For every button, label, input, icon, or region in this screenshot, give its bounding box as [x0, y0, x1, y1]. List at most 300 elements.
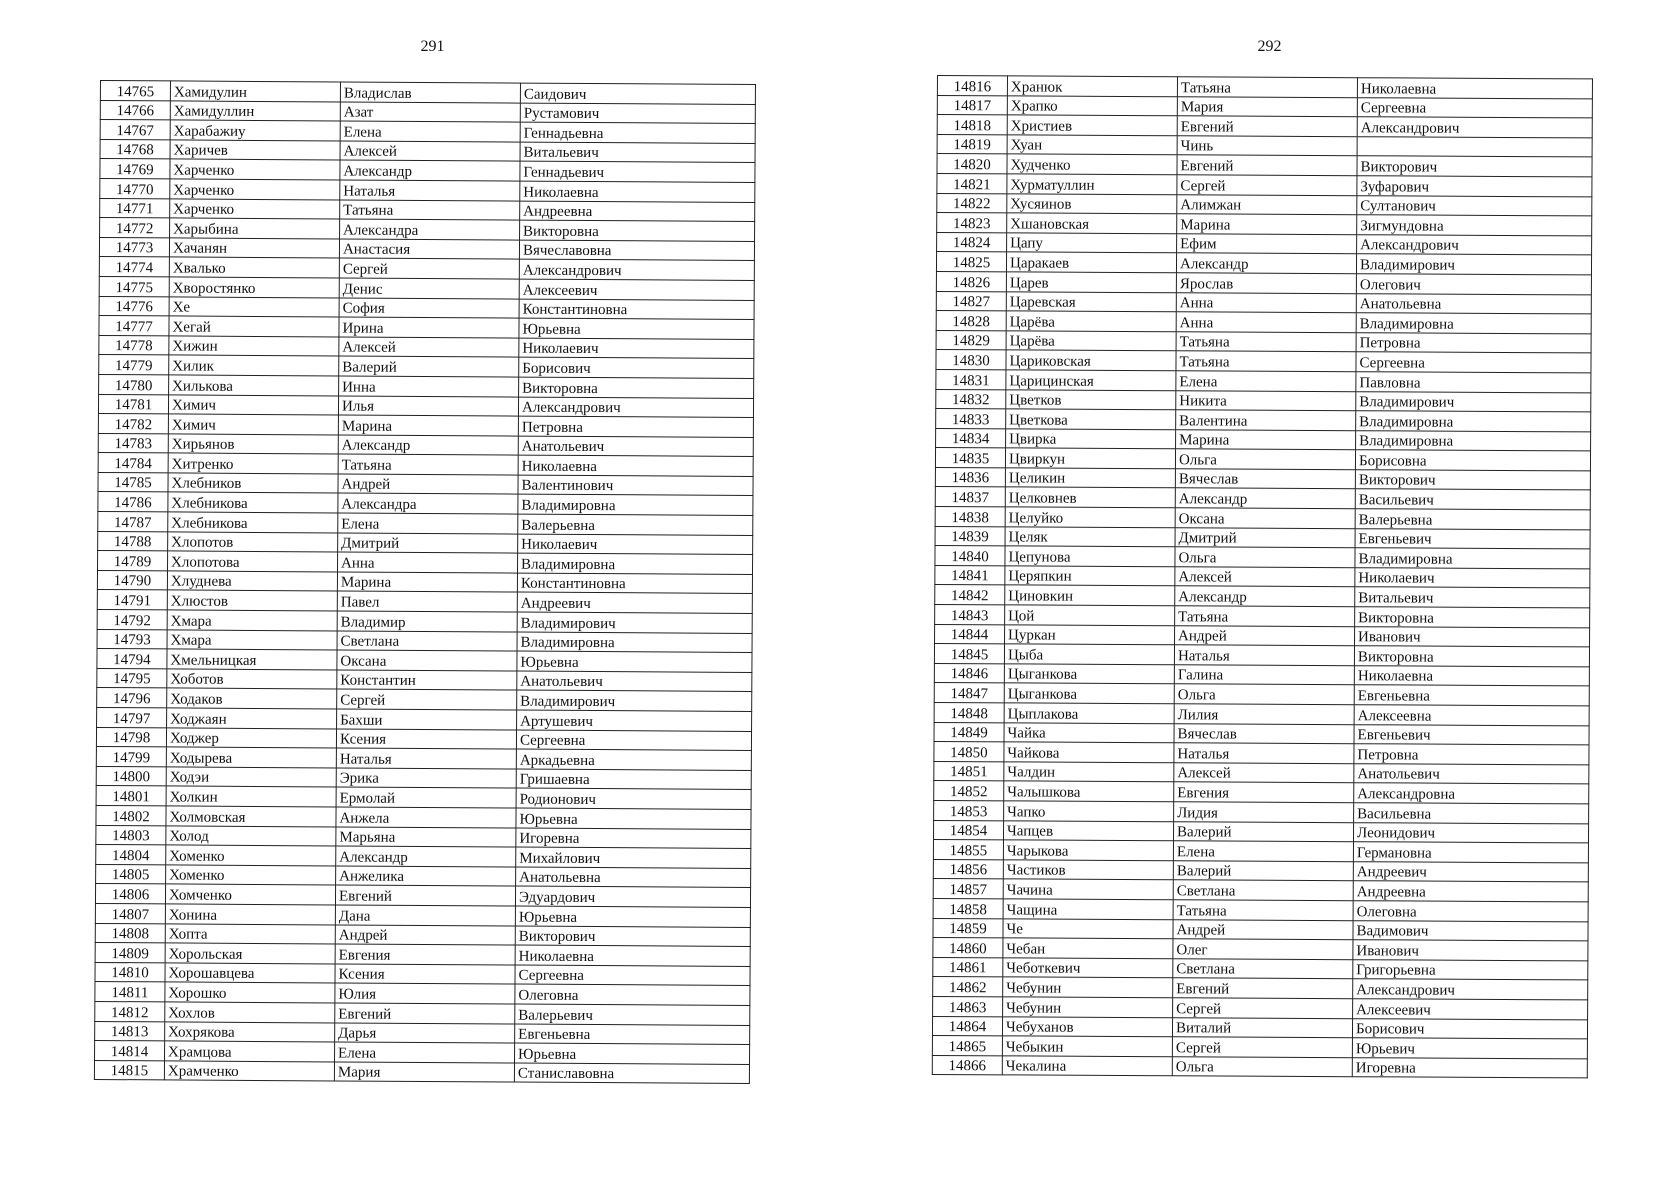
surname-cell: Хорошко — [165, 982, 335, 1003]
first-name-cell: Евгений — [335, 1003, 515, 1024]
first-name-cell: Мария — [334, 1062, 514, 1083]
patronymic-cell: Михайлович — [516, 847, 751, 868]
surname-cell: Хачанян — [169, 238, 339, 259]
record-number-cell: 14850 — [934, 742, 1004, 762]
record-number-cell: 14811 — [95, 982, 165, 1002]
patronymic-cell: Владимировна — [1356, 313, 1591, 334]
first-name-cell: Анастасия — [339, 239, 519, 260]
patronymic-cell: Владимирович — [517, 690, 752, 711]
record-number-cell: 14809 — [95, 943, 165, 963]
surname-cell: Храмцова — [165, 1041, 335, 1062]
record-number-cell: 14776 — [99, 296, 169, 316]
record-number-cell: 14800 — [96, 766, 166, 786]
patronymic-cell: Викторович — [515, 926, 750, 947]
patronymic-cell: Викторович — [1357, 156, 1592, 177]
patronymic-cell: Валерьевна — [1355, 509, 1590, 530]
surname-cell: Хлопотова — [168, 551, 338, 572]
record-number-cell: 14855 — [933, 840, 1003, 860]
first-name-cell: Азат — [340, 102, 520, 123]
patronymic-cell: Николаевна — [518, 455, 753, 476]
surname-cell: Чебуханов — [1002, 1016, 1172, 1036]
record-number-cell: 14862 — [933, 977, 1003, 997]
record-number-cell: 14785 — [98, 472, 168, 492]
record-number-cell: 14858 — [933, 898, 1003, 918]
record-number-cell: 14792 — [97, 610, 167, 630]
patronymic-cell: Григорьевна — [1353, 959, 1588, 980]
table-row — [933, 996, 1588, 1019]
surname-cell: Хамидуллин — [170, 101, 340, 122]
first-name-cell: Алексей — [1174, 763, 1354, 784]
record-number-cell: 14863 — [933, 996, 1003, 1016]
table-row — [935, 487, 1590, 510]
first-name-cell: Дмитрий — [338, 533, 518, 554]
first-name-cell: Анжелика — [336, 866, 516, 887]
surname-cell: Хуан — [1007, 135, 1177, 155]
surname-cell: Чапко — [1004, 801, 1174, 821]
surname-cell: Хоменко — [166, 865, 336, 886]
table-row — [936, 428, 1591, 451]
patronymic-cell: Игоревна — [516, 828, 751, 849]
first-name-cell: Лидия — [1174, 802, 1354, 823]
surname-cell: Цвирка — [1006, 429, 1176, 449]
patronymic-cell: Викторовна — [1355, 607, 1590, 628]
patronymic-cell: Иванович — [1353, 940, 1588, 961]
record-number-cell: 14826 — [936, 271, 1006, 291]
record-number-cell: 14835 — [935, 448, 1005, 468]
surname-cell: Хегай — [169, 316, 339, 337]
record-number-cell: 14853 — [934, 800, 1004, 820]
patronymic-cell: Викторовна — [1354, 646, 1589, 667]
patronymic-cell: Петровна — [1356, 332, 1591, 353]
surname-cell: Хопта — [165, 923, 335, 944]
record-number-cell: 14866 — [932, 1055, 1002, 1075]
record-number-cell: 14795 — [97, 668, 167, 688]
record-number-cell: 14791 — [97, 590, 167, 610]
record-number-cell: 14788 — [98, 531, 168, 551]
patronymic-cell: Анатольевна — [1356, 293, 1591, 314]
patronymic-cell: Васильевна — [1354, 803, 1589, 824]
surname-cell: Хилькова — [169, 375, 339, 396]
surname-cell: Царицинская — [1006, 370, 1176, 390]
record-number-cell: 14812 — [95, 1001, 165, 1021]
first-name-cell: Наталья — [1174, 743, 1354, 764]
surname-cell: Харченко — [170, 159, 340, 180]
table-row — [937, 193, 1592, 216]
surname-cell: Царев — [1006, 272, 1176, 292]
patronymic-cell: Александрович — [1357, 117, 1592, 138]
record-number-cell: 14769 — [100, 159, 170, 179]
surname-cell: Ходырева — [166, 747, 336, 768]
first-name-cell: Александра — [338, 493, 518, 514]
record-number-cell: 14838 — [935, 507, 1005, 527]
first-name-cell: Анна — [1176, 312, 1356, 333]
patronymic-cell: Саидович — [520, 83, 755, 104]
record-number-cell: 14830 — [936, 350, 1006, 370]
record-number-cell: 14777 — [99, 316, 169, 336]
record-number-cell: 14775 — [99, 276, 169, 296]
record-number-cell: 14803 — [96, 825, 166, 845]
surname-cell: Хмельницкая — [167, 649, 337, 670]
first-name-cell: Дарья — [335, 1022, 515, 1043]
surname-cell: Чарыкова — [1003, 840, 1173, 860]
patronymic-cell: Владимировна — [517, 632, 752, 653]
record-number-cell: 14796 — [97, 688, 167, 708]
first-name-cell: Мария — [1177, 96, 1357, 117]
patronymic-cell: Николаевна — [520, 181, 755, 202]
surname-cell: Хмара — [167, 630, 337, 651]
table-row — [936, 252, 1591, 275]
surname-cell: Хилик — [169, 355, 339, 376]
patronymic-cell: Олегович — [1356, 274, 1591, 295]
patronymic-cell: Владимировна — [518, 495, 753, 516]
table-row — [934, 761, 1589, 784]
patronymic-cell: Валерьевна — [518, 514, 753, 535]
record-number-cell: 14805 — [96, 864, 166, 884]
table-row — [937, 213, 1592, 236]
record-number-cell: 14770 — [100, 178, 170, 198]
first-name-cell: Андрей — [335, 924, 515, 945]
surname-cell: Чебыкин — [1002, 1036, 1172, 1056]
patronymic-cell: Леонидович — [1353, 822, 1588, 843]
first-name-cell: Алексей — [339, 337, 519, 358]
patronymic-cell: Андреевна — [520, 201, 755, 222]
record-number-cell: 14808 — [95, 923, 165, 943]
record-number-cell: 14780 — [99, 374, 169, 394]
patronymic-cell: Рустамович — [520, 103, 755, 124]
record-number-cell: 14817 — [937, 95, 1007, 115]
record-number-cell: 14848 — [934, 702, 1004, 722]
surname-cell: Хоменко — [166, 845, 336, 866]
surname-cell: Христиев — [1007, 115, 1177, 135]
first-name-cell: Сергей — [1172, 1037, 1352, 1058]
patronymic-cell: Сергеевна — [1357, 97, 1592, 118]
record-number-cell: 14801 — [96, 786, 166, 806]
surname-cell: Хлебникова — [168, 492, 338, 513]
first-name-cell: Сергей — [1173, 998, 1353, 1019]
record-number-cell: 14810 — [95, 962, 165, 982]
surname-cell: Цариковская — [1006, 350, 1176, 370]
surname-cell: Ходжаян — [167, 708, 337, 729]
patronymic-cell: Николаевна — [1354, 666, 1589, 687]
record-number-cell: 14815 — [94, 1060, 164, 1080]
first-name-cell: Наталья — [1174, 645, 1354, 666]
table-row — [935, 585, 1590, 608]
record-number-cell: 14841 — [935, 565, 1005, 585]
surname-cell: Хижин — [169, 336, 339, 357]
surname-cell: Хвалько — [169, 257, 339, 278]
table-row — [935, 526, 1590, 549]
patronymic-cell: Александровна — [1354, 783, 1589, 804]
table-row — [934, 663, 1589, 686]
table-row — [936, 389, 1591, 412]
first-name-cell: Денис — [339, 278, 519, 299]
first-name-cell: Константин — [337, 670, 517, 691]
first-name-cell: Сергей — [339, 258, 519, 279]
record-number-cell: 14861 — [933, 957, 1003, 977]
surname-cell: Хшановская — [1007, 213, 1177, 233]
table-row — [933, 859, 1588, 882]
patronymic-cell: Евгеньевна — [1354, 685, 1589, 706]
first-name-cell: Александр — [1176, 253, 1356, 274]
patronymic-cell: Владимирович — [1356, 391, 1591, 412]
surname-cell: Цветков — [1006, 389, 1176, 409]
first-name-cell: Ольга — [1172, 1056, 1352, 1077]
patronymic-cell: Зигмундовна — [1357, 215, 1592, 236]
table-row — [933, 840, 1588, 863]
surname-cell: Целикин — [1005, 468, 1175, 488]
patronymic-cell: Юрьевна — [515, 1043, 750, 1064]
surname-cell: Хлюстов — [167, 590, 337, 611]
record-number-cell: 14825 — [936, 252, 1006, 272]
table-row — [935, 448, 1590, 471]
first-name-cell: Ольга — [1174, 684, 1354, 705]
patronymic-cell: Владимировна — [1356, 411, 1591, 432]
patronymic-cell: Викторовна — [520, 220, 755, 241]
record-number-cell: 14794 — [97, 649, 167, 669]
first-name-cell: Чинь — [1177, 136, 1357, 157]
patronymic-cell: Вячеславовна — [519, 240, 754, 261]
surname-cell: Чалдин — [1004, 762, 1174, 782]
surname-cell: Царёва — [1006, 331, 1176, 351]
surname-cell: Ходжер — [166, 728, 336, 749]
table-row — [937, 115, 1592, 138]
patronymic-cell: Константиновна — [519, 299, 754, 320]
record-number-cell: 14860 — [933, 938, 1003, 958]
patronymic-cell: Константиновна — [517, 573, 752, 594]
table-row — [934, 722, 1589, 745]
surname-cell: Царевская — [1006, 291, 1176, 311]
table-row — [935, 467, 1590, 490]
table-row — [932, 1036, 1587, 1059]
surname-cell: Харичев — [170, 140, 340, 161]
patronymic-cell: Олеговна — [1353, 901, 1588, 922]
table-row — [936, 291, 1591, 314]
first-name-cell: Алексей — [1175, 567, 1355, 588]
first-name-cell: Вячеслав — [1174, 723, 1354, 744]
roster-table — [94, 80, 756, 1084]
surname-cell: Хранюк — [1007, 76, 1177, 96]
table-row — [935, 565, 1590, 588]
patronymic-cell: Николаевич — [519, 338, 754, 359]
first-name-cell: Сергей — [337, 689, 517, 710]
record-number-cell: 14856 — [933, 859, 1003, 879]
first-name-cell: Валерий — [339, 356, 519, 377]
patronymic-cell: Павловна — [1356, 372, 1591, 393]
first-name-cell: Елена — [338, 513, 518, 534]
first-name-cell: Светлана — [1173, 880, 1353, 901]
first-name-cell: Татьяна — [338, 454, 518, 475]
surname-cell: Цепунова — [1005, 546, 1175, 566]
record-number-cell: 14836 — [935, 467, 1005, 487]
record-number-cell: 14845 — [934, 644, 1004, 664]
record-number-cell: 14765 — [100, 81, 170, 101]
first-name-cell: Юлия — [335, 983, 515, 1004]
table-row — [935, 624, 1590, 647]
patronymic-cell: Андреевич — [517, 592, 752, 613]
first-name-cell: Сергей — [1177, 175, 1357, 196]
patronymic-cell: Султанович — [1357, 195, 1592, 216]
first-name-cell: Ольга — [1175, 449, 1355, 470]
patronymic-cell: Алексеевич — [1353, 999, 1588, 1020]
surname-cell: Цыба — [1004, 644, 1174, 664]
patronymic-cell: Витальевич — [520, 142, 755, 163]
record-number-cell: 14827 — [936, 291, 1006, 311]
first-name-cell: Евгений — [1173, 978, 1353, 999]
table-row — [933, 977, 1588, 1000]
first-name-cell: Светлана — [337, 631, 517, 652]
record-number-cell: 14821 — [937, 173, 1007, 193]
surname-cell: Цыганкова — [1004, 683, 1174, 703]
table-row — [934, 781, 1589, 804]
first-name-cell: Александр — [1175, 586, 1355, 607]
record-number-cell: 14787 — [98, 512, 168, 532]
surname-cell: Храмченко — [164, 1061, 334, 1082]
surname-cell: Хорошавцева — [165, 963, 335, 984]
first-name-cell: Марьяна — [336, 827, 516, 848]
record-number-cell: 14865 — [932, 1036, 1002, 1056]
surname-cell: Че — [1003, 918, 1173, 938]
table-row — [937, 232, 1592, 255]
table-row — [937, 134, 1592, 157]
record-number-cell: 14807 — [95, 903, 165, 923]
first-name-cell: Ефим — [1177, 234, 1357, 255]
patronymic-cell: Геннадьевна — [520, 122, 755, 143]
first-name-cell: Наталья — [340, 180, 520, 201]
surname-cell: Царакаев — [1006, 252, 1176, 272]
surname-cell: Хамидулин — [170, 81, 340, 102]
surname-cell: Харченко — [170, 198, 340, 219]
first-name-cell: Оксана — [337, 650, 517, 671]
first-name-cell: Алексей — [340, 141, 520, 162]
table-row — [935, 546, 1590, 569]
patronymic-cell: Валерьевич — [515, 1004, 750, 1025]
record-number-cell: 14846 — [934, 663, 1004, 683]
patronymic-cell: Александрович — [519, 259, 754, 280]
patronymic-cell: Алексеевич — [519, 279, 754, 300]
first-name-cell: Евгений — [1177, 116, 1357, 137]
record-number-cell: 14779 — [99, 355, 169, 375]
surname-cell: Чебан — [1003, 938, 1173, 958]
surname-cell: Цапу — [1007, 233, 1177, 253]
page-number: 291 — [420, 38, 445, 55]
patronymic-cell: Юрьевич — [1352, 1038, 1587, 1059]
record-number-cell: 14823 — [937, 213, 1007, 233]
table-row — [933, 898, 1588, 921]
surname-cell: Чапцев — [1003, 820, 1173, 840]
table-row — [937, 173, 1592, 196]
table-row — [933, 879, 1588, 902]
first-name-cell: Елена — [1173, 841, 1353, 862]
table-row — [933, 938, 1588, 961]
first-name-cell: Марина — [337, 572, 517, 593]
table-row — [932, 1055, 1587, 1078]
first-name-cell: Александр — [1175, 488, 1355, 509]
first-name-cell: Александр — [336, 846, 516, 867]
first-name-cell: Татьяна — [1173, 900, 1353, 921]
surname-cell: Хлуднева — [167, 571, 337, 592]
record-number-cell: 14799 — [96, 747, 166, 767]
surname-cell: Целуйко — [1005, 507, 1175, 527]
table-row — [936, 330, 1591, 353]
record-number-cell: 14824 — [937, 232, 1007, 252]
record-number-cell: 14786 — [98, 492, 168, 512]
patronymic-cell: Евгеньевич — [1354, 724, 1589, 745]
surname-cell: Чайка — [1004, 722, 1174, 742]
first-name-cell: Елена — [340, 121, 520, 142]
patronymic-cell: Борисович — [1352, 1018, 1587, 1039]
patronymic-cell: Александрович — [518, 397, 753, 418]
first-name-cell: Виталий — [1172, 1017, 1352, 1038]
surname-cell: Цыплакова — [1004, 703, 1174, 723]
surname-cell: Чекалина — [1002, 1056, 1172, 1076]
patronymic-cell: Викторовна — [519, 377, 754, 398]
patronymic-cell: Сергеевна — [515, 965, 750, 986]
table-row — [933, 957, 1588, 980]
surname-cell: Хомченко — [165, 884, 335, 905]
first-name-cell: Татьяна — [340, 200, 520, 221]
page-number: 292 — [1257, 38, 1282, 55]
patronymic-cell: Витальевич — [1355, 587, 1590, 608]
record-number-cell: 14798 — [96, 727, 166, 747]
record-number-cell: 14789 — [98, 551, 168, 571]
record-number-cell: 14839 — [935, 526, 1005, 546]
patronymic-cell: Николаевич — [518, 534, 753, 555]
first-name-cell: Ярослав — [1176, 273, 1356, 294]
first-name-cell: Илья — [338, 395, 518, 416]
patronymic-cell: Анатольевич — [517, 671, 752, 692]
first-name-cell: Андрей — [1175, 625, 1355, 646]
first-name-cell: Наталья — [336, 748, 516, 769]
record-number-cell: 14767 — [100, 120, 170, 140]
first-name-cell: Лилия — [1174, 704, 1354, 725]
surname-cell: Хлопотов — [168, 532, 338, 553]
record-number-cell: 14802 — [96, 805, 166, 825]
patronymic-cell: Борисовна — [1355, 450, 1590, 471]
record-number-cell: 14804 — [96, 845, 166, 865]
patronymic-cell: Петровна — [518, 416, 753, 437]
surname-cell: Чайкова — [1004, 742, 1174, 762]
record-number-cell: 14857 — [933, 879, 1003, 899]
first-name-cell: Вячеслав — [1175, 469, 1355, 490]
patronymic-cell: Николаевич — [1355, 568, 1590, 589]
table-row — [937, 154, 1592, 177]
first-name-cell: Александра — [340, 219, 520, 240]
record-number-cell: 14816 — [937, 76, 1007, 96]
surname-cell: Холод — [166, 825, 336, 846]
first-name-cell: Ирина — [339, 317, 519, 338]
patronymic-cell: Сергеевна — [1356, 352, 1591, 373]
record-number-cell: 14852 — [934, 781, 1004, 801]
table-row — [934, 800, 1589, 823]
record-number-cell: 14781 — [98, 394, 168, 414]
record-number-cell: 14819 — [937, 134, 1007, 154]
record-number-cell: 14820 — [937, 154, 1007, 174]
patronymic-cell: Анатольевич — [1354, 763, 1589, 784]
first-name-cell: Павел — [337, 591, 517, 612]
patronymic-cell: Юрьевна — [519, 318, 754, 339]
patronymic-cell: Васильевич — [1355, 489, 1590, 510]
record-number-cell: 14859 — [933, 918, 1003, 938]
patronymic-cell: Юрьевна — [517, 651, 752, 672]
roster-table — [932, 75, 1593, 1079]
patronymic-cell: Анатольевна — [516, 867, 751, 888]
surname-cell: Чеботкевич — [1003, 958, 1173, 978]
record-number-cell: 14831 — [936, 369, 1006, 389]
record-number-cell: 14829 — [936, 330, 1006, 350]
first-name-cell: Никита — [1176, 390, 1356, 411]
patronymic-cell: Андреевна — [1353, 881, 1588, 902]
surname-cell: Хлебников — [168, 473, 338, 494]
